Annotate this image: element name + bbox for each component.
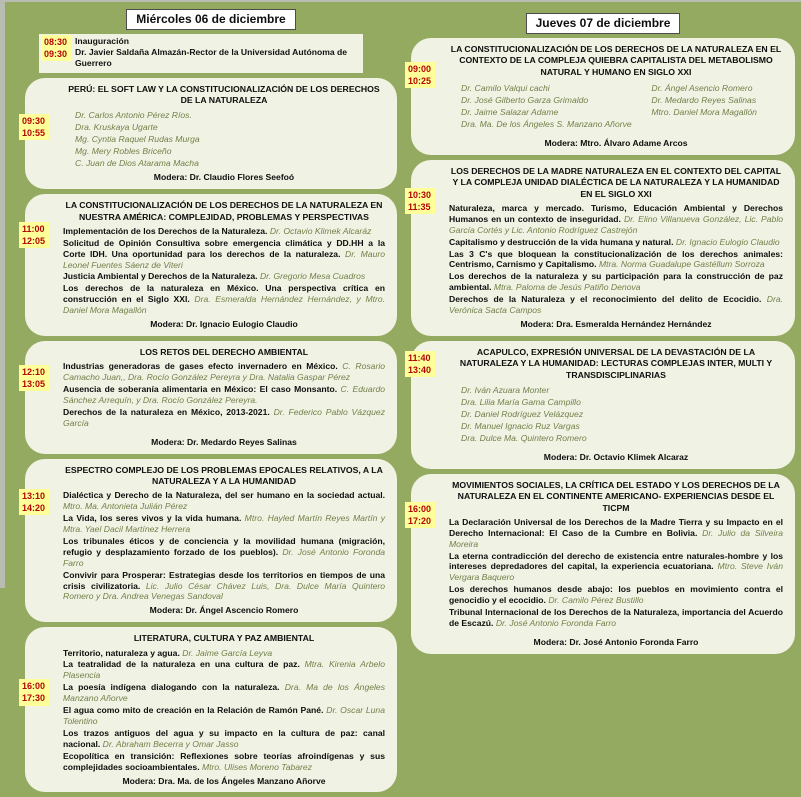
speaker-name: Dra. Dulce Ma. Quintero Romero xyxy=(461,432,587,443)
speaker-name: Dr. Daniel Rodríguez Velázquez xyxy=(461,408,584,419)
talk-title: Los trazos antiguos del agua y su impacto en la cultura de paz: canal nacional. xyxy=(63,727,385,749)
session-time xyxy=(19,222,49,248)
talk-title: Derechos de la naturaleza en México, 2013-2021. xyxy=(63,406,270,417)
talk-speaker: Dr. Federico Pablo Vázquez García xyxy=(63,406,385,428)
time-end: 13:40 xyxy=(408,365,432,376)
speaker-name: Mg. Mery Robles Briceño xyxy=(75,146,172,157)
talk-speaker: Dr. Elino Villanueva González, Lic. Pablo García Cortés y Lic. Antonio Rodríguez Castrejón xyxy=(449,213,784,235)
speaker-column-2 xyxy=(639,82,783,130)
time-end: 11:35 xyxy=(408,202,431,213)
session-card-constitucionalizacion xyxy=(22,194,397,336)
speaker-name: Mtro. Daniel Mora Magallón xyxy=(651,107,757,117)
session-moderator: Modera: Dr. José Antonio Foronda Farro xyxy=(533,636,699,647)
thursday-column xyxy=(408,2,795,659)
talk-item xyxy=(449,551,783,584)
session-time xyxy=(405,351,435,377)
talk-title: Implementación de los Derechos de la Naturaleza. xyxy=(63,225,268,236)
time-start: 16:00 xyxy=(408,503,432,514)
talk-speaker: Dr. Gregorio Mesa Cuadros xyxy=(259,271,366,282)
talk-speaker: Dr. Mauro Leonel Fuentes Sáenz de Viteri xyxy=(63,248,385,270)
speaker-name: Dr. Iván Azuara Monter xyxy=(461,384,550,395)
session-moderator: Modera: Dr. Medardo Reyes Salinas xyxy=(151,436,297,447)
talk-item xyxy=(63,271,385,282)
talk-title: Convivir para Prosperar: Estrategias desde los territorios en tiempos de una crisis civilizatoria. xyxy=(63,569,385,591)
time-start: 16:00 xyxy=(22,681,46,692)
speaker-name: Dra. Kruskaya Ugarte xyxy=(75,122,158,133)
session-card-literatura xyxy=(22,627,397,792)
speaker-name: Dr. Jaime Salazar Adame xyxy=(461,107,559,117)
talk-speaker: C. Eduardo Sánchez Arrequín, y Dra. Rocío González Pereyra. xyxy=(63,384,385,406)
talk-title: Tribunal Internacional de los Derechos de la Naturaleza, importancia del Acuerdo de Escazú. xyxy=(449,607,783,628)
session-time xyxy=(19,489,49,515)
session-time xyxy=(405,188,435,214)
talk-title: La Declaración Universal de los Derechos de la Madre Tierra y su Impacto en el Derecho Internacional: El Caso de la Cumbre en Bolivia. xyxy=(449,516,783,538)
time-start: 10:30 xyxy=(408,189,432,200)
talk-item xyxy=(63,659,385,681)
talk-item xyxy=(449,294,783,316)
talk-item xyxy=(63,361,385,383)
session-time xyxy=(405,502,435,528)
time-start: 09:30 xyxy=(22,115,46,126)
talk-speaker: Mtro. Ulises Moreno Tabarez xyxy=(201,761,312,772)
session-card-peru xyxy=(22,78,397,190)
time-end: 12:05 xyxy=(22,236,46,247)
time-end: 10:25 xyxy=(408,76,432,87)
session-moderator: Modera: Mtro. Álvaro Adame Arcos xyxy=(544,138,688,149)
time-start: 11:00 xyxy=(22,224,45,235)
speaker-name: Dr. Manuel Ignacio Ruz Vargas xyxy=(461,420,580,431)
time-start: 12:10 xyxy=(22,366,46,377)
session-time xyxy=(19,365,49,391)
talk-speaker: Mtra. Norma Guadalupe Gastéllum Sorroza xyxy=(598,259,765,270)
session-card-acapulco xyxy=(408,341,795,469)
time-start: 13:10 xyxy=(22,490,46,501)
talk-speaker: Mtra. Paloma de Jesús Patiño Denova xyxy=(493,282,641,293)
talk-item xyxy=(63,490,385,512)
talk-item xyxy=(63,682,385,704)
speaker-name: Dr. Carlos Antonio Pérez Ríos. xyxy=(75,110,192,121)
session-moderator: Modera: Dr. Ignacio Eulogio Claudio xyxy=(150,319,298,330)
talk-item xyxy=(449,249,783,271)
talk-title: Los derechos de la naturaleza y su participación para la construcción de paz ambiental. xyxy=(449,271,783,293)
session-time xyxy=(405,62,435,88)
talk-title: Naturaleza, marca y mercado. Turismo, Educación Ambiental y Derechos Humanos en un contexto de inseguridad. xyxy=(449,202,783,224)
time-start: 09:00 xyxy=(408,64,432,74)
session-title: PERÚ: EL SOFT LAW Y LA CONSTITUCIONALIZACIÓN DE LOS DERECHOS DE LA NATURALEZA xyxy=(68,83,380,105)
opening-speaker: Dr. Javier Saldaña Almazán-Rector de la Universidad Autónoma de Guerrero xyxy=(75,47,348,69)
session-title: LA CONSTITUCIONALIZACIÓN DE LOS DERECHOS DE LA NATURALEZA EN EL CONTEXTO DE LA COMPLEJA QUIEBRA CAPITALISTA DEL METABOLISMO NATURAL Y HUMANO EN SIGLO XXI xyxy=(450,44,782,77)
talk-item xyxy=(63,648,385,659)
talk-speaker: Mtra. Kirenia Arbelo Plasencia xyxy=(63,659,385,681)
time-end: 09:30 xyxy=(44,49,68,60)
thursday-header-wrap xyxy=(411,13,795,34)
time-end: 13:05 xyxy=(22,379,46,390)
time-start: 11:40 xyxy=(408,352,431,363)
speaker-column-1 xyxy=(449,82,639,130)
talk-title: Territorio, naturaleza y agua. xyxy=(63,647,180,658)
talk-speaker: C. Rosario Camacho Juan,, Dra. Rocío González Pereyra y Dra. Natalia Gaspar Pérez xyxy=(63,361,386,383)
talk-speaker: Dra. Ma de los Ángeles Manzano Añorve xyxy=(63,682,386,704)
talk-title: Dialéctica y Derecho de la Naturaleza, del ser humano en la sociedad actual. xyxy=(63,490,385,501)
session-moderator: Modera: Dr. Ángel Ascencio Romero xyxy=(149,605,299,616)
speaker-name: Mg. Cyntia Raquel Rudas Murga xyxy=(75,134,200,145)
talk-title: Derechos de la Naturaleza y el reconocimiento del delito de Ecocidio. xyxy=(449,294,762,305)
session-title: LOS DERECHOS DE LA MADRE NATURALEZA EN EL CONTEXTO DEL CAPITAL Y LA COMPLEJA UNIDAD DIALÉCTICA DE LA NATURALEZA Y LA HUMANIDAD EN EL SIGLO XXI xyxy=(450,165,782,199)
session-title: LITERATURA, CULTURA Y PAZ AMBIENTAL xyxy=(133,633,315,644)
talk-item xyxy=(63,728,385,750)
wednesday-header-wrap xyxy=(25,9,397,30)
talk-title: Capitalismo y destrucción de la vida humana y natural. xyxy=(449,236,674,247)
day-header-wednesday: Miércoles 06 de diciembre xyxy=(126,9,295,30)
speaker-name: Dr. Camilo Valqui cachi xyxy=(461,82,550,93)
time-end: 10:55 xyxy=(22,127,46,138)
talk-title: El agua como mito de creación en la Relación de Ramón Pané. xyxy=(63,705,324,716)
speaker-name: Dr. José Gilberto Garza Grimaldo xyxy=(461,94,589,105)
talk-speaker: Dr. Camilo Pérez Bustillo xyxy=(548,595,644,606)
talk-item xyxy=(63,407,385,429)
session-moderator: Modera: Dra. Esmeralda Hernández Hernández xyxy=(520,318,712,329)
speaker-name: Dr. Ángel Asencio Romero xyxy=(651,82,753,93)
talk-title: Solicitud de Opinión Consultiva sobre emergencia climática y DD.HH a la Corte IDH. Una oportunidad para los derechos de la naturaleza. xyxy=(63,237,385,259)
session-time xyxy=(41,35,71,61)
talk-speaker: Dr. Octavio Klimek Alcaráz xyxy=(269,225,372,236)
talk-title: Los derechos humanos desde abajo: los pueblos en movimiento contra el genocidio y el ecocidio. xyxy=(449,584,783,606)
talk-speaker: Dra. Verónica Sacta Campos xyxy=(449,294,783,316)
time-end: 14:20 xyxy=(22,502,46,513)
talk-item xyxy=(63,705,385,727)
talk-speaker: Dr. Oscar Luna Tolentino xyxy=(63,705,385,726)
talk-speaker: Dr. José Antonio Foronda Farro xyxy=(63,546,385,568)
day-header-thursday: Jueves 07 de diciembre xyxy=(526,13,681,34)
talk-title: Ausencia de soberanía alimentaria en México: El caso Monsanto. xyxy=(63,384,338,395)
talk-item xyxy=(449,237,783,248)
opening-session-strip xyxy=(39,34,363,73)
talk-title: Industrias generadoras de gases efecto invernadero en México. xyxy=(63,361,338,372)
talk-item xyxy=(63,226,385,237)
talk-title: La poesía indígena dialogando con la naturaleza. xyxy=(63,682,280,693)
session-card-espectro xyxy=(22,459,397,623)
talk-title: Ecopolítica en transición: Reflexiones sobre teorías afroindígenas y sus complejidades socioambientales. xyxy=(63,750,385,772)
talk-title: La eterna contradicción del derecho de existencia entre naturales-hombre y los intereses depredadores del capital, la experiencia ecuatoriana. xyxy=(449,550,783,572)
session-card-retos xyxy=(22,341,397,454)
time-end: 17:20 xyxy=(408,516,432,527)
talk-item xyxy=(63,283,385,316)
session-moderator: Modera: Dra. Ma. de los Ángeles Manzano Añorve xyxy=(122,775,326,786)
talk-speaker: Mtro. Ma. Antonieta Julián Pérez xyxy=(63,501,188,512)
session-time xyxy=(19,679,49,705)
talk-item xyxy=(63,751,385,773)
session-title: LA CONSTITUCIONALIZACIÓN DE LOS DERECHOS DE LA NATURALEZA EN NUESTRA AMÉRICA: COMPLEJIDAD, PROBLEMAS Y PERSPECTIVAS xyxy=(65,200,383,222)
time-start: 08:30 xyxy=(44,37,68,47)
talk-title: La Vida, los seres vivos y la vida humana. xyxy=(63,513,242,524)
session-time xyxy=(19,114,49,140)
talk-title: La teatralidad de la naturaleza en una cultura de paz. xyxy=(63,659,300,670)
talk-item xyxy=(449,271,783,293)
session-title: ACAPULCO, EXPRESIÓN UNIVERSAL DE LA DEVASTACIÓN DE LA NATURALEZA Y LA HUMANIDAD: LECTURAS COMPLEJAS INTER, MULTI Y TRANSDISCIPLINARIAS xyxy=(459,346,773,380)
talk-item xyxy=(63,536,385,569)
speaker-name: Dr. Medardo Reyes Salinas xyxy=(651,94,757,105)
session-title: LOS RETOS DEL DERECHO AMBIENTAL xyxy=(139,346,309,357)
speaker-name: Dra. Lilia María Gama Campillo xyxy=(461,396,581,407)
talk-speaker: Mtro. Steve Iván Vergara Baquero xyxy=(449,561,783,583)
talk-title: Las 3 C's que bloquean la constitucionalización de los derechos animales: Centrismo, Carnismo y Capitalismo. xyxy=(449,248,783,270)
talk-speaker: Dr. José Antonio Foronda Farro xyxy=(495,617,617,628)
talk-speaker: Dr. Jaime García Leyva xyxy=(182,647,273,658)
talk-speaker: Dra. Esmeralda Hernández Hernández, y Mtro. Daniel Mora Magallón xyxy=(63,294,386,316)
talk-item xyxy=(63,384,385,406)
talk-title: Los tribunales éticos y de conciencia y la movilidad humana (migración, refugio y desplazamiento forzado de los pueblos). xyxy=(63,535,385,557)
wednesday-column xyxy=(22,2,397,797)
session-card-quiebra-capitalista xyxy=(408,38,795,155)
session-card-movimientos-sociales xyxy=(408,474,795,654)
speaker-name: C. Juan de Dios Atarama Macha xyxy=(75,158,199,169)
talk-item xyxy=(449,517,783,550)
talk-item xyxy=(449,203,783,236)
talk-item xyxy=(63,238,385,271)
talk-item xyxy=(63,513,385,535)
session-moderator: Modera: Dr. Claudio Flores Seefoó xyxy=(153,172,295,183)
talk-speaker: Lic. Julio César Chávez Luis, Dra. Dulce María Quintero Romero y Dra. Andrea Venegas Sandoval xyxy=(63,580,386,602)
talk-item xyxy=(449,607,783,629)
speaker-name: Dra. Ma. De los Ángeles S. Manzano Añorve xyxy=(461,119,632,130)
talk-title: Justicia Ambiental y Derechos de la Naturaleza. xyxy=(63,271,258,282)
opening-title: Inauguración xyxy=(75,36,129,46)
session-card-madre-naturaleza xyxy=(408,160,795,336)
talk-title: Los derechos de la naturaleza en México. Una perspectiva crítica en construcción en el Siglo XXI. xyxy=(63,283,385,305)
session-title: MOVIMIENTOS SOCIALES, LA CRÍTICA DEL ESTADO Y LOS DERECHOS DE LA NATURALEZA EN EL CONTINENTE AMERICANO- EXPERIENCIAS DESDE EL TICPM xyxy=(452,479,780,513)
time-end: 17:30 xyxy=(22,693,46,704)
session-title: ESPECTRO COMPLEJO DE LOS PROBLEMAS EPOCALES RELATIVOS, A LA NATURALEZA Y A LA HUMANIDAD xyxy=(65,464,383,486)
talk-speaker: Dr. Ignacio Eulogio Claudio xyxy=(675,236,780,247)
session-moderator: Modera: Dr. Octavio Klimek Alcaraz xyxy=(543,451,689,462)
speaker-columns xyxy=(449,82,783,130)
talk-speaker: Mtro. Hayled Martín Reyes Martín y Mtra. Yael Dacil Martínez Herrera xyxy=(63,513,385,534)
talk-speaker: Dr. Abraham Becerra y Omar Jasso xyxy=(102,738,239,749)
talk-item xyxy=(63,570,385,603)
talk-speaker: Dr. Julio da Silveira Moreira xyxy=(449,527,783,549)
